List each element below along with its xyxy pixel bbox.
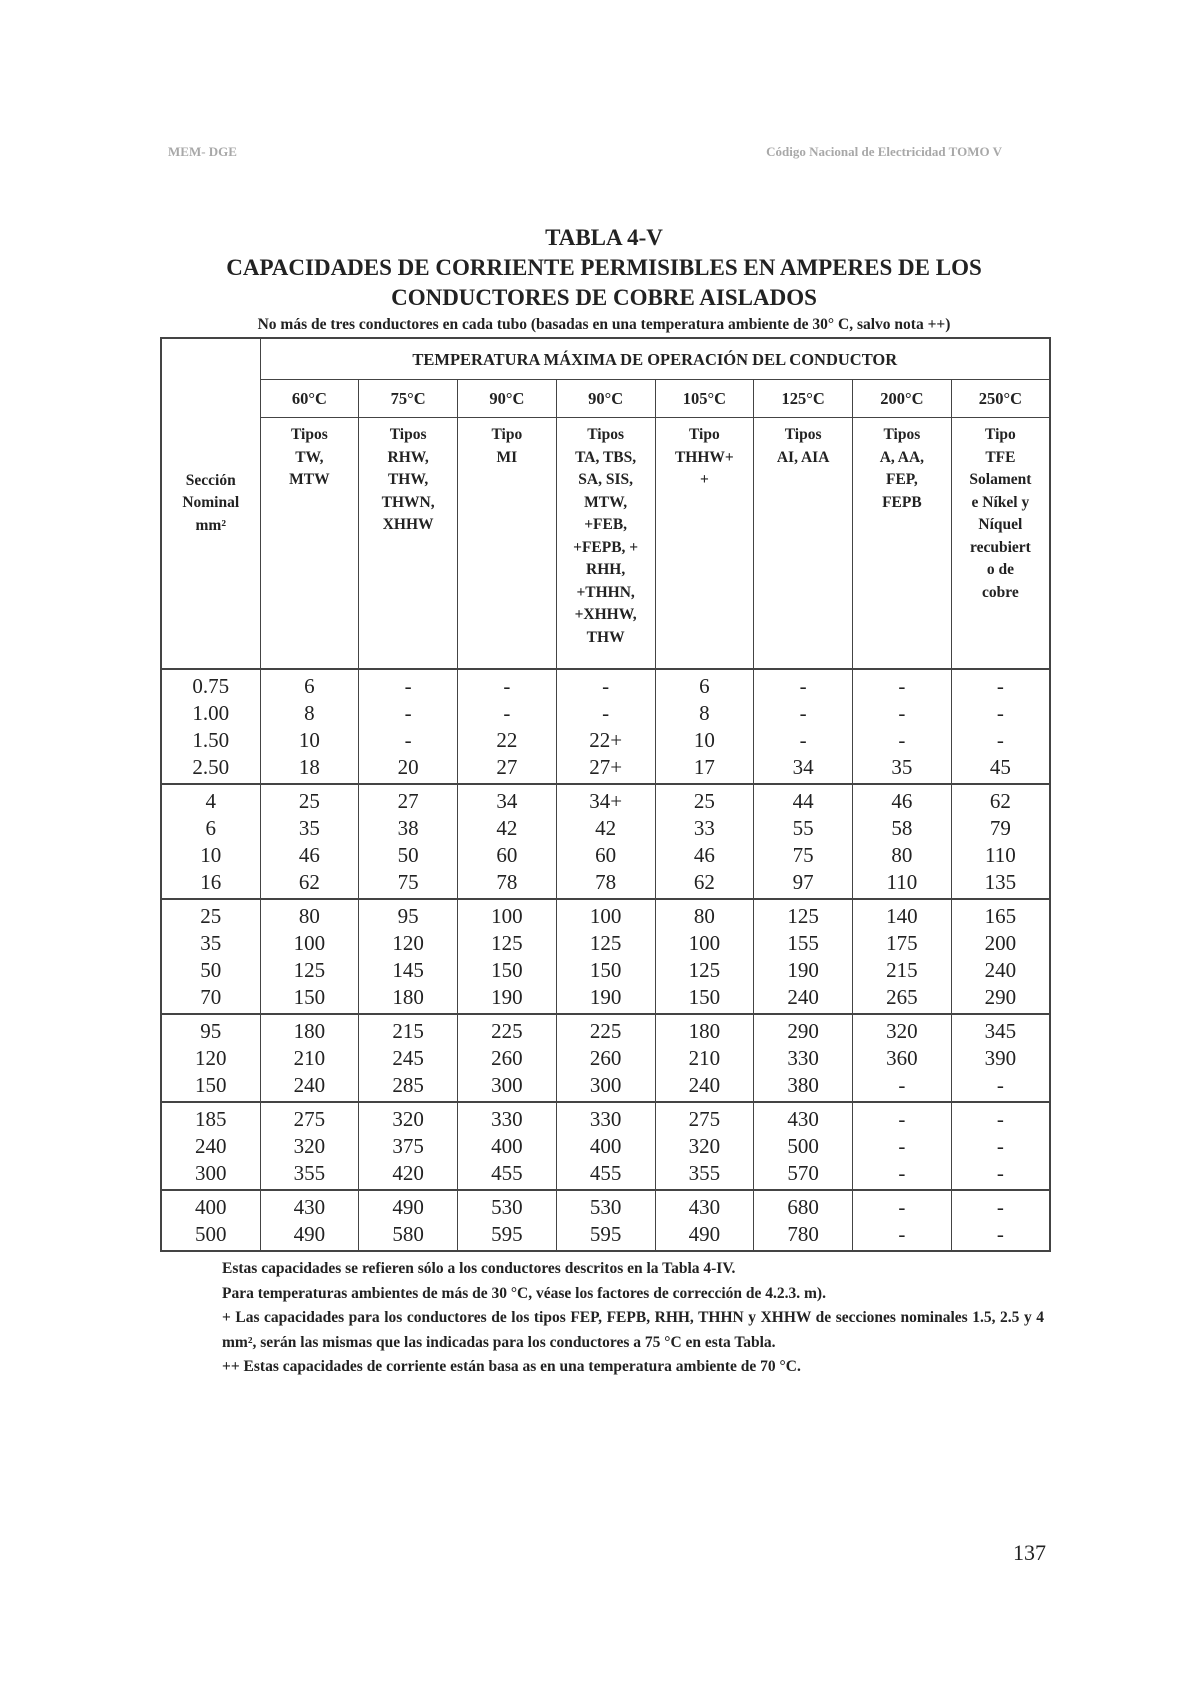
ampacity-cell: 420 [359,1160,458,1190]
conductor-type-line: FEP, [886,471,918,488]
ampacity-cell: - [951,1072,1050,1102]
ampacity-cell: 35 [853,754,952,784]
ampacity-cell: 240 [754,984,853,1014]
ampacity-cell: 455 [458,1160,557,1190]
ampacity-cell: - [556,700,655,727]
conductor-type-line: TA, TBS, [575,448,637,466]
ampacity-cell: 260 [458,1045,557,1072]
section-cell: 185 [161,1102,260,1133]
ampacity-cell: 27+ [556,754,655,784]
conductor-type-line: + [699,471,709,488]
ampacity-cell: 100 [260,930,359,957]
table-note: Para temperaturas ambientes de más de 30 °C, véase los factores de corrección de 4.2.3. m). [222,1284,826,1302]
ampacity-cell: - [951,669,1050,700]
table-row [161,1045,1050,1072]
ampacity-cell: - [853,1221,952,1251]
conductor-type-line: cobre [982,583,1019,601]
ampacity-cell: 150 [260,984,359,1014]
ampacity-cell: 22+ [556,727,655,754]
ampacity-cell: - [853,727,952,754]
conductor-type-line: A, AA, [879,448,925,466]
conductor-type-line: +FEB, [584,516,628,533]
ampacity-cell: 125 [556,930,655,957]
conductor-type-line: +XHHW, [574,606,637,623]
conductor-type-line: THW [586,628,625,646]
ampacity-cell: 42 [458,815,557,842]
ampacity-cell: - [951,1160,1050,1190]
ampacity-cell: 79 [951,815,1050,842]
table-row [161,669,1050,700]
ampacity-cell: 300 [556,1072,655,1102]
conductor-type-line: Tipo [491,426,523,443]
ampacity-cell: 285 [359,1072,458,1102]
ampacity-cell: 8 [260,700,359,727]
conductor-types-header [655,418,754,670]
ampacity-cell: 100 [556,899,655,930]
temperature-header: 90°C [556,380,655,418]
table-row [161,957,1050,984]
seccion-header-line: Nominal [182,494,240,512]
ampacity-cell: - [853,1190,952,1221]
table-row [161,842,1050,869]
ampacity-cell: 240 [260,1072,359,1102]
ampacity-cell: 125 [655,957,754,984]
section-cell: 240 [161,1133,260,1160]
temperature-header: 125°C [754,380,853,418]
ampacity-cell: 78 [458,869,557,899]
ampacity-cell: 225 [556,1014,655,1045]
conductor-types-header [458,418,557,670]
ampacity-cell: 570 [754,1160,853,1190]
table-row-group [161,1014,1050,1102]
ampacity-cell: 165 [951,899,1050,930]
ampacity-cell: 50 [359,842,458,869]
ampacity-cell: 190 [556,984,655,1014]
ampacity-cell: 62 [655,869,754,899]
ampacity-cell: 595 [458,1221,557,1251]
conductor-type-line: THW, [387,471,429,488]
ampacity-cell: 60 [556,842,655,869]
conductor-type-line: FEPB [882,493,922,511]
ampacity-cell: 330 [754,1045,853,1072]
ampacity-cell: 355 [260,1160,359,1190]
ampacity-cell: 595 [556,1221,655,1251]
table-row-group [161,899,1050,1014]
ampacity-cell: - [853,700,952,727]
table-notes [222,1257,1044,1380]
ampacity-cell: 95 [359,899,458,930]
ampacity-cell: 6 [260,669,359,700]
conductor-type-line: recubiert [969,538,1031,556]
ampacity-cell: 38 [359,815,458,842]
ampacity-cell: 240 [951,957,1050,984]
ampacity-cell: 18 [260,754,359,784]
table-row-group [161,669,1050,784]
ampacity-cell: 200 [951,930,1050,957]
header-right: Código Nacional de Electricidad TOMO V [766,144,1002,159]
table-row [161,1221,1050,1251]
ampacity-cell: - [754,669,853,700]
conductor-types-header [556,418,655,670]
conductor-type-line: RHH, [586,561,626,578]
section-cell: 25 [161,899,260,930]
ampacity-cell: 320 [260,1133,359,1160]
ampacity-cell: 46 [655,842,754,869]
ampacity-cell: 150 [556,957,655,984]
ampacity-cell: 580 [359,1221,458,1251]
ampacity-cell: 75 [359,869,458,899]
table-row [161,784,1050,815]
section-cell: 120 [161,1045,260,1072]
ampacity-cell: 33 [655,815,754,842]
ampacity-cell: 80 [260,899,359,930]
table-row [161,1014,1050,1045]
ampacity-cell: 680 [754,1190,853,1221]
temperature-header: 75°C [359,380,458,418]
ampacity-cell: 265 [853,984,952,1014]
table-number: TABLA 4-V [545,225,663,250]
conductor-type-line: XHHW [382,516,434,533]
header-left: MEM- DGE [168,144,237,159]
ampacity-cell: 42 [556,815,655,842]
table-row-group [161,1190,1050,1251]
section-cell: 300 [161,1160,260,1190]
ampacity-cell: 27 [458,754,557,784]
section-cell: 16 [161,869,260,899]
ampacity-cell: 345 [951,1014,1050,1045]
temperature-header: 105°C [655,380,754,418]
conductor-type-line: AI, AIA [776,448,830,466]
ampacity-cell: 500 [754,1133,853,1160]
conductor-type-line: Solament [969,471,1032,488]
ampacity-cell: 275 [655,1102,754,1133]
conductor-type-line: Tipos [389,426,427,443]
table-row [161,1160,1050,1190]
ampacity-cell: 430 [655,1190,754,1221]
temperature-header: 250°C [951,380,1050,418]
ampacity-cell: 46 [260,842,359,869]
ampacity-cell: 10 [655,727,754,754]
ampacity-cell: - [853,1102,952,1133]
temperature-header: 90°C [458,380,557,418]
ampacity-cell: 20 [359,754,458,784]
table-note: + Las capacidades para los conductores de los tipos FEP, FEPB, RHH, THHN y XHHW de secciones nominales 1.5, 2.5 y 4 mm², serán las mismas que las indicadas para los conductores a 75 °C en esta Tabla. [222,1309,1044,1351]
ampacity-cell: - [359,669,458,700]
conductor-type-line: THHW+ [674,448,734,466]
ampacity-cell: 125 [260,957,359,984]
conductor-types-row [161,418,1050,670]
conductor-types-header [951,418,1050,670]
temperature-span-header: TEMPERATURA MÁXIMA DE OPERACIÓN DEL CONDUCTOR [260,338,1050,380]
temperature-header: 60°C [260,380,359,418]
ampacity-cell: 17 [655,754,754,784]
ampacity-cell: 180 [655,1014,754,1045]
ampacity-cell: - [754,700,853,727]
page-number: 137 [1013,1540,1046,1565]
table-row [161,700,1050,727]
conductor-type-line: Tipos [883,426,921,443]
ampacity-cell: 175 [853,930,952,957]
table-row [161,1133,1050,1160]
ampacity-cell: 27 [359,784,458,815]
conductor-type-line: RHW, [387,448,429,466]
ampacity-cell: 46 [853,784,952,815]
table-row [161,1102,1050,1133]
ampacity-cell: 44 [754,784,853,815]
ampacity-cell: 355 [655,1160,754,1190]
table-row [161,727,1050,754]
section-cell: 1.50 [161,727,260,754]
section-cell: 95 [161,1014,260,1045]
table-row-group [161,1102,1050,1190]
ampacity-cell: - [359,700,458,727]
ampacity-cell: 360 [853,1045,952,1072]
ampacity-cell: 390 [951,1045,1050,1072]
section-cell: 35 [161,930,260,957]
table-note: ++ Estas capacidades de corriente están basa as en una temperatura ambiente de 70 °C. [222,1358,801,1375]
ampacity-cell: 140 [853,899,952,930]
ampacity-cell: 80 [853,842,952,869]
table-row [161,754,1050,784]
ampacity-cell: - [951,1190,1050,1221]
ampacity-cell: 100 [458,899,557,930]
seccion-header-line: mm² [195,516,226,534]
conductor-type-line: MTW, [584,493,628,511]
ampacity-cell: - [951,1102,1050,1133]
section-cell: 2.50 [161,754,260,784]
ampacity-cell: 6 [655,669,754,700]
conductor-type-line: Tipos [587,426,625,443]
ampacity-cell: 240 [655,1072,754,1102]
ampacity-cell: 190 [458,984,557,1014]
ampacity-cell: 110 [853,869,952,899]
ampacity-cell: 530 [556,1190,655,1221]
ampacity-cell: 330 [458,1102,557,1133]
ampacity-cell: 190 [754,957,853,984]
section-cell: 1.00 [161,700,260,727]
ampacity-cell: 320 [655,1133,754,1160]
conductor-types-header [853,418,952,670]
ampacity-cell: 55 [754,815,853,842]
ampacity-cell: 490 [260,1221,359,1251]
ampacity-cell: - [951,1133,1050,1160]
ampacity-cell: 110 [951,842,1050,869]
table-title-line-2: CONDUCTORES DE COBRE AISLADOS [391,285,817,310]
section-cell: 500 [161,1221,260,1251]
table-subtitle: No más de tres conductores en cada tubo (basadas en una temperatura ambiente de 30° C, salvo nota ++) [257,316,951,333]
ampacity-cell: 455 [556,1160,655,1190]
ampacity-cell: - [951,1221,1050,1251]
ampacity-cell: 25 [655,784,754,815]
seccion-header-line: Sección [185,471,236,489]
table-row [161,1072,1050,1102]
table-title-line-1: CAPACIDADES DE CORRIENTE PERMISIBLES EN AMPERES DE LOS [226,255,982,280]
temperature-header-row [161,380,1050,418]
conductor-type-line: Tipo [689,426,720,443]
ampacity-cell: 290 [951,984,1050,1014]
conductor-type-line: TW, [295,448,324,466]
section-cell: 6 [161,815,260,842]
ampacity-cell: 8 [655,700,754,727]
ampacity-cell: 260 [556,1045,655,1072]
ampacity-cell: 34 [754,754,853,784]
conductor-type-line: +THHN, [576,583,635,601]
table-row-group [161,784,1050,899]
ampacity-cell: 34+ [556,784,655,815]
ampacity-cell: 22 [458,727,557,754]
conductor-type-line: SA, SIS, [578,471,633,488]
ampacity-cell: - [458,700,557,727]
conductor-types-header [754,418,853,670]
table-row [161,984,1050,1014]
section-cell: 4 [161,784,260,815]
ampacity-cell: 150 [655,984,754,1014]
ampacity-cell: 430 [754,1102,853,1133]
table-row [161,869,1050,899]
section-cell: 70 [161,984,260,1014]
ampacity-cell: - [458,669,557,700]
ampacity-cell: - [754,727,853,754]
ampacity-cell: 780 [754,1221,853,1251]
section-cell: 400 [161,1190,260,1221]
section-cell: 10 [161,842,260,869]
ampacity-cell: 10 [260,727,359,754]
section-cell: 150 [161,1072,260,1102]
ampacity-cell: 225 [458,1014,557,1045]
conductor-type-line: Tipos [290,426,328,443]
conductor-type-line: o de [986,561,1014,578]
conductor-type-line: MI [496,448,518,466]
ampacity-cell: - [853,669,952,700]
ampacity-cell: 35 [260,815,359,842]
ampacity-cell: 145 [359,957,458,984]
ampacity-cell: 400 [458,1133,557,1160]
ampacity-cell: 135 [951,869,1050,899]
ampacity-cell: - [951,727,1050,754]
ampacity-cell: 330 [556,1102,655,1133]
conductor-types-header [359,418,458,670]
ampacity-cell: 300 [458,1072,557,1102]
ampacity-cell: 275 [260,1102,359,1133]
ampacity-cell: 375 [359,1133,458,1160]
ampacity-cell: 320 [359,1102,458,1133]
conductor-type-line: Níquel [978,516,1023,533]
ampacity-cell: - [951,700,1050,727]
ampacity-cell: 125 [754,899,853,930]
ampacity-cell: - [853,1072,952,1102]
table-row [161,815,1050,842]
ampacity-cell: 210 [260,1045,359,1072]
ampacity-cell: - [556,669,655,700]
section-cell: 0.75 [161,669,260,700]
conductor-type-line: Tipos [784,426,822,443]
conductor-type-line: e Níkel y [971,493,1030,511]
ampacity-table [160,337,1051,1252]
ampacity-cell: 150 [458,957,557,984]
ampacity-cell: 290 [754,1014,853,1045]
ampacity-cell: 120 [359,930,458,957]
conductor-type-line: +FEPB, + [573,538,639,556]
table-row [161,1190,1050,1221]
ampacity-cell: - [853,1160,952,1190]
conductor-type-line: THWN, [381,493,435,511]
ampacity-cell: 125 [458,930,557,957]
conductor-type-line: Tipo [985,426,1016,443]
ampacity-cell: 45 [951,754,1050,784]
ampacity-cell: - [359,727,458,754]
seccion-nominal-header [161,338,260,669]
ampacity-cell: 60 [458,842,557,869]
ampacity-cell: 430 [260,1190,359,1221]
ampacity-cell: 210 [655,1045,754,1072]
ampacity-cell: 62 [951,784,1050,815]
ampacity-cell: 97 [754,869,853,899]
table-row [161,899,1050,930]
ampacity-cell: 58 [853,815,952,842]
ampacity-cell: 75 [754,842,853,869]
ampacity-cell: 155 [754,930,853,957]
conductor-type-line: MTW [289,471,330,488]
conductor-type-line: TFE [985,448,1016,466]
ampacity-cell: 215 [359,1014,458,1045]
ampacity-cell: 400 [556,1133,655,1160]
section-cell: 50 [161,957,260,984]
ampacity-cell: 180 [260,1014,359,1045]
ampacity-cell: 25 [260,784,359,815]
ampacity-cell: 490 [655,1221,754,1251]
ampacity-cell: 34 [458,784,557,815]
table-note: Estas capacidades se refieren sólo a los conductores descritos en la Tabla 4-IV. [222,1260,736,1277]
ampacity-cell: 80 [655,899,754,930]
ampacity-cell: 490 [359,1190,458,1221]
temperature-header: 200°C [853,380,952,418]
ampacity-cell: 245 [359,1045,458,1072]
ampacity-cell: 62 [260,869,359,899]
ampacity-cell: 380 [754,1072,853,1102]
ampacity-cell: 320 [853,1014,952,1045]
conductor-types-header [260,418,359,670]
ampacity-cell: 180 [359,984,458,1014]
table-row [161,930,1050,957]
ampacity-cell: 100 [655,930,754,957]
ampacity-cell: 215 [853,957,952,984]
ampacity-cell: 78 [556,869,655,899]
ampacity-cell: 530 [458,1190,557,1221]
ampacity-cell: - [853,1133,952,1160]
